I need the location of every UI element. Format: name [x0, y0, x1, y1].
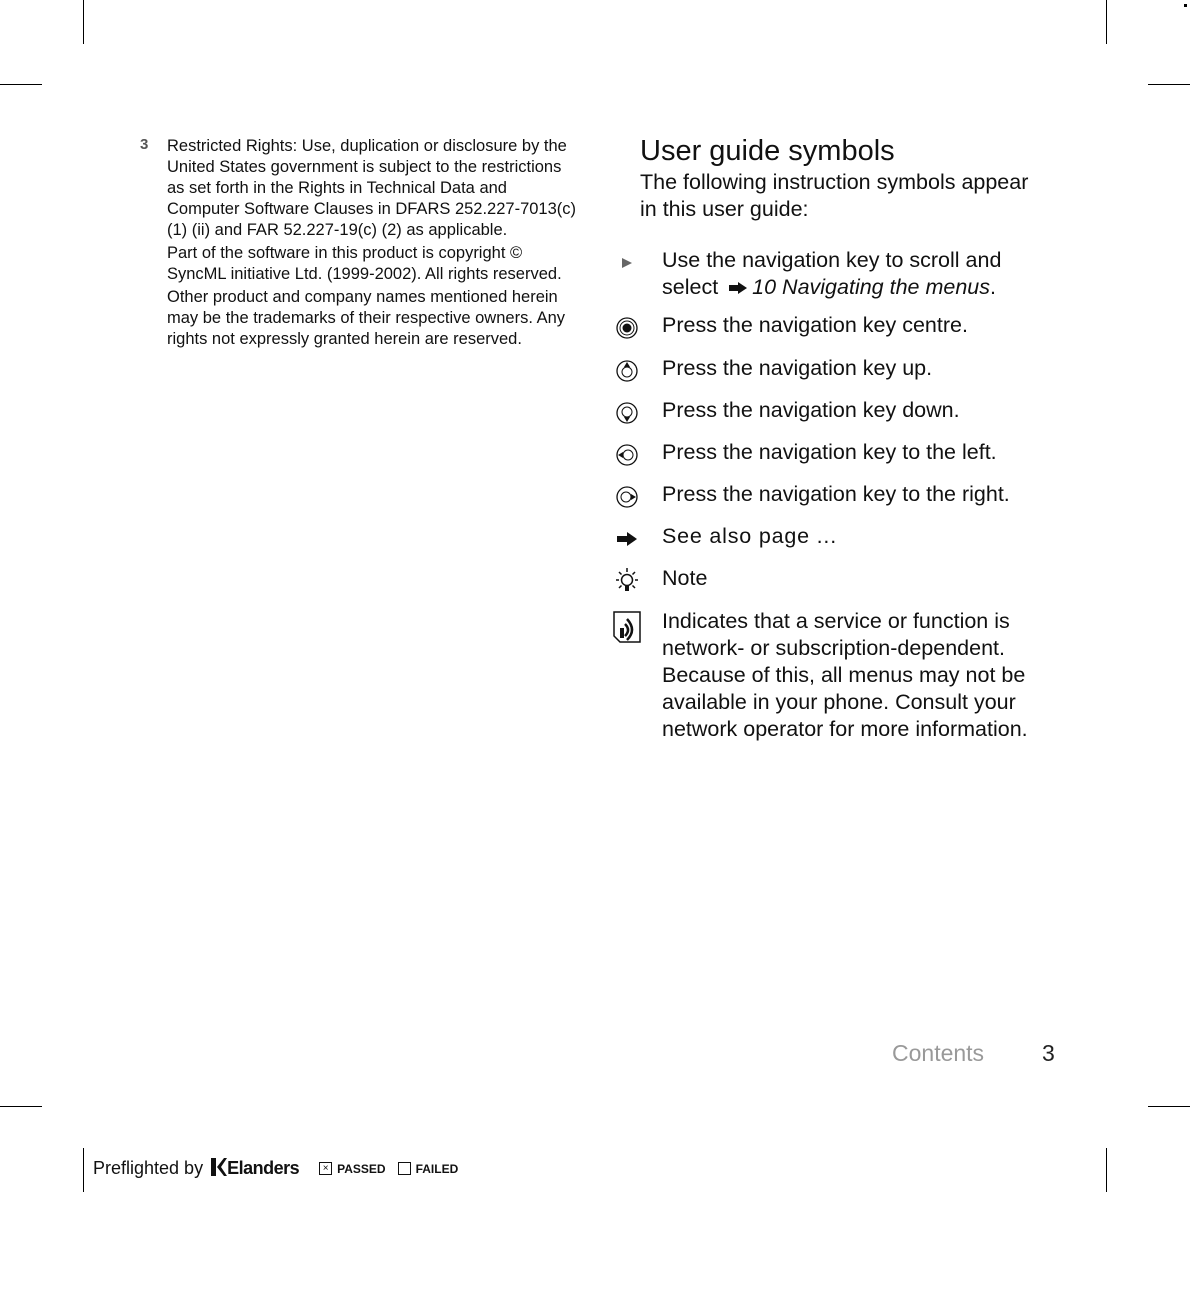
crop-mark	[1106, 1148, 1107, 1192]
crop-mark	[1106, 0, 1107, 44]
preflight-stamp	[93, 1158, 458, 1179]
symbol-text: Note	[662, 566, 708, 590]
crop-mark	[1148, 1106, 1190, 1107]
symbol-item-down	[612, 397, 1052, 427]
preflight-label: Preflighted by	[93, 1158, 204, 1178]
footnote-number: 3	[140, 136, 149, 153]
symbol-item-navigate	[612, 247, 1052, 301]
symbol-item-centre	[612, 312, 1052, 343]
symbol-text: Press the navigation key down.	[662, 398, 960, 422]
symbol-link-text: 10 Navigating the menus	[752, 275, 990, 299]
symbol-text: Use the navigation key to scroll and select	[662, 248, 1002, 299]
nav-up-icon	[612, 356, 642, 386]
symbol-item-up	[612, 355, 1052, 385]
footnote-block	[140, 136, 580, 352]
section-intro: The following instruction symbols appear in this user guide:	[640, 170, 1029, 221]
nav-down-icon	[612, 398, 642, 428]
nav-right-icon	[612, 482, 642, 512]
triangle-right-icon	[612, 248, 642, 278]
elanders-logo	[211, 1158, 299, 1179]
symbol-text: Indicates that a service or function is network- or subscription-dependent. Because of this, all menus may not be available in your phone. Consult your network operator for more information.	[662, 609, 1028, 741]
crop-mark	[1148, 84, 1190, 85]
arrow-right-icon	[612, 524, 642, 554]
symbol-item-left	[612, 439, 1052, 469]
failed-label: FAILED	[415, 1161, 459, 1176]
elanders-logo-text: Elanders	[227, 1158, 300, 1178]
footer-section-title: Contents	[892, 1040, 985, 1066]
registration-dot	[1184, 4, 1187, 7]
crop-mark	[0, 1106, 42, 1107]
footnote-text	[167, 136, 580, 350]
arrow-right-icon	[728, 275, 748, 302]
footnote-paragraph: Other product and company names mentioned herein may be the trademarks of their respective owners. Any rights not expressly granted herein are reserved.	[167, 288, 566, 348]
nav-left-icon	[612, 440, 642, 470]
passed-checkbox: ×	[319, 1162, 332, 1175]
symbol-item-note	[612, 565, 1052, 595]
passed-label: PASSED	[337, 1161, 386, 1176]
elanders-logo-mark-icon	[211, 1158, 227, 1176]
symbol-item-network	[612, 608, 1052, 743]
nav-center-icon	[612, 313, 642, 343]
symbol-text: Press the navigation key up.	[662, 356, 933, 380]
symbol-list	[612, 247, 1052, 743]
symbols-section	[612, 133, 1052, 743]
page-number: 3	[1042, 1040, 1055, 1066]
symbol-text: See also page ...	[662, 524, 837, 548]
section-title: User guide symbols	[640, 135, 895, 167]
symbol-text: Press the navigation key to the left.	[662, 440, 997, 464]
footnote-paragraph: Restricted Rights: Use, duplication or disclosure by the United States government is subject to the restrictions as set forth in the Rights in Technical Data and Computer Software Clauses in DFARS 252.227-7013(c) (1) (ii) and FAR 52.227-19(c) (2) as applicable.	[167, 137, 577, 239]
failed-checkbox	[398, 1162, 411, 1175]
crop-mark	[83, 1148, 84, 1192]
footnote-paragraph: Part of the software in this product is copyright © SyncML initiative Ltd. (1999-2002). All rights reserved.	[167, 244, 562, 283]
symbol-text: Press the navigation key to the right.	[662, 482, 1010, 506]
symbol-item-right	[612, 481, 1052, 511]
crop-mark	[0, 84, 42, 85]
network-service-icon	[612, 610, 642, 644]
symbol-text: Press the navigation key centre.	[662, 313, 968, 337]
lightbulb-icon	[612, 566, 642, 596]
crop-mark	[83, 0, 84, 44]
symbol-item-see-also	[612, 523, 1052, 553]
symbol-text-after: .	[990, 275, 996, 299]
